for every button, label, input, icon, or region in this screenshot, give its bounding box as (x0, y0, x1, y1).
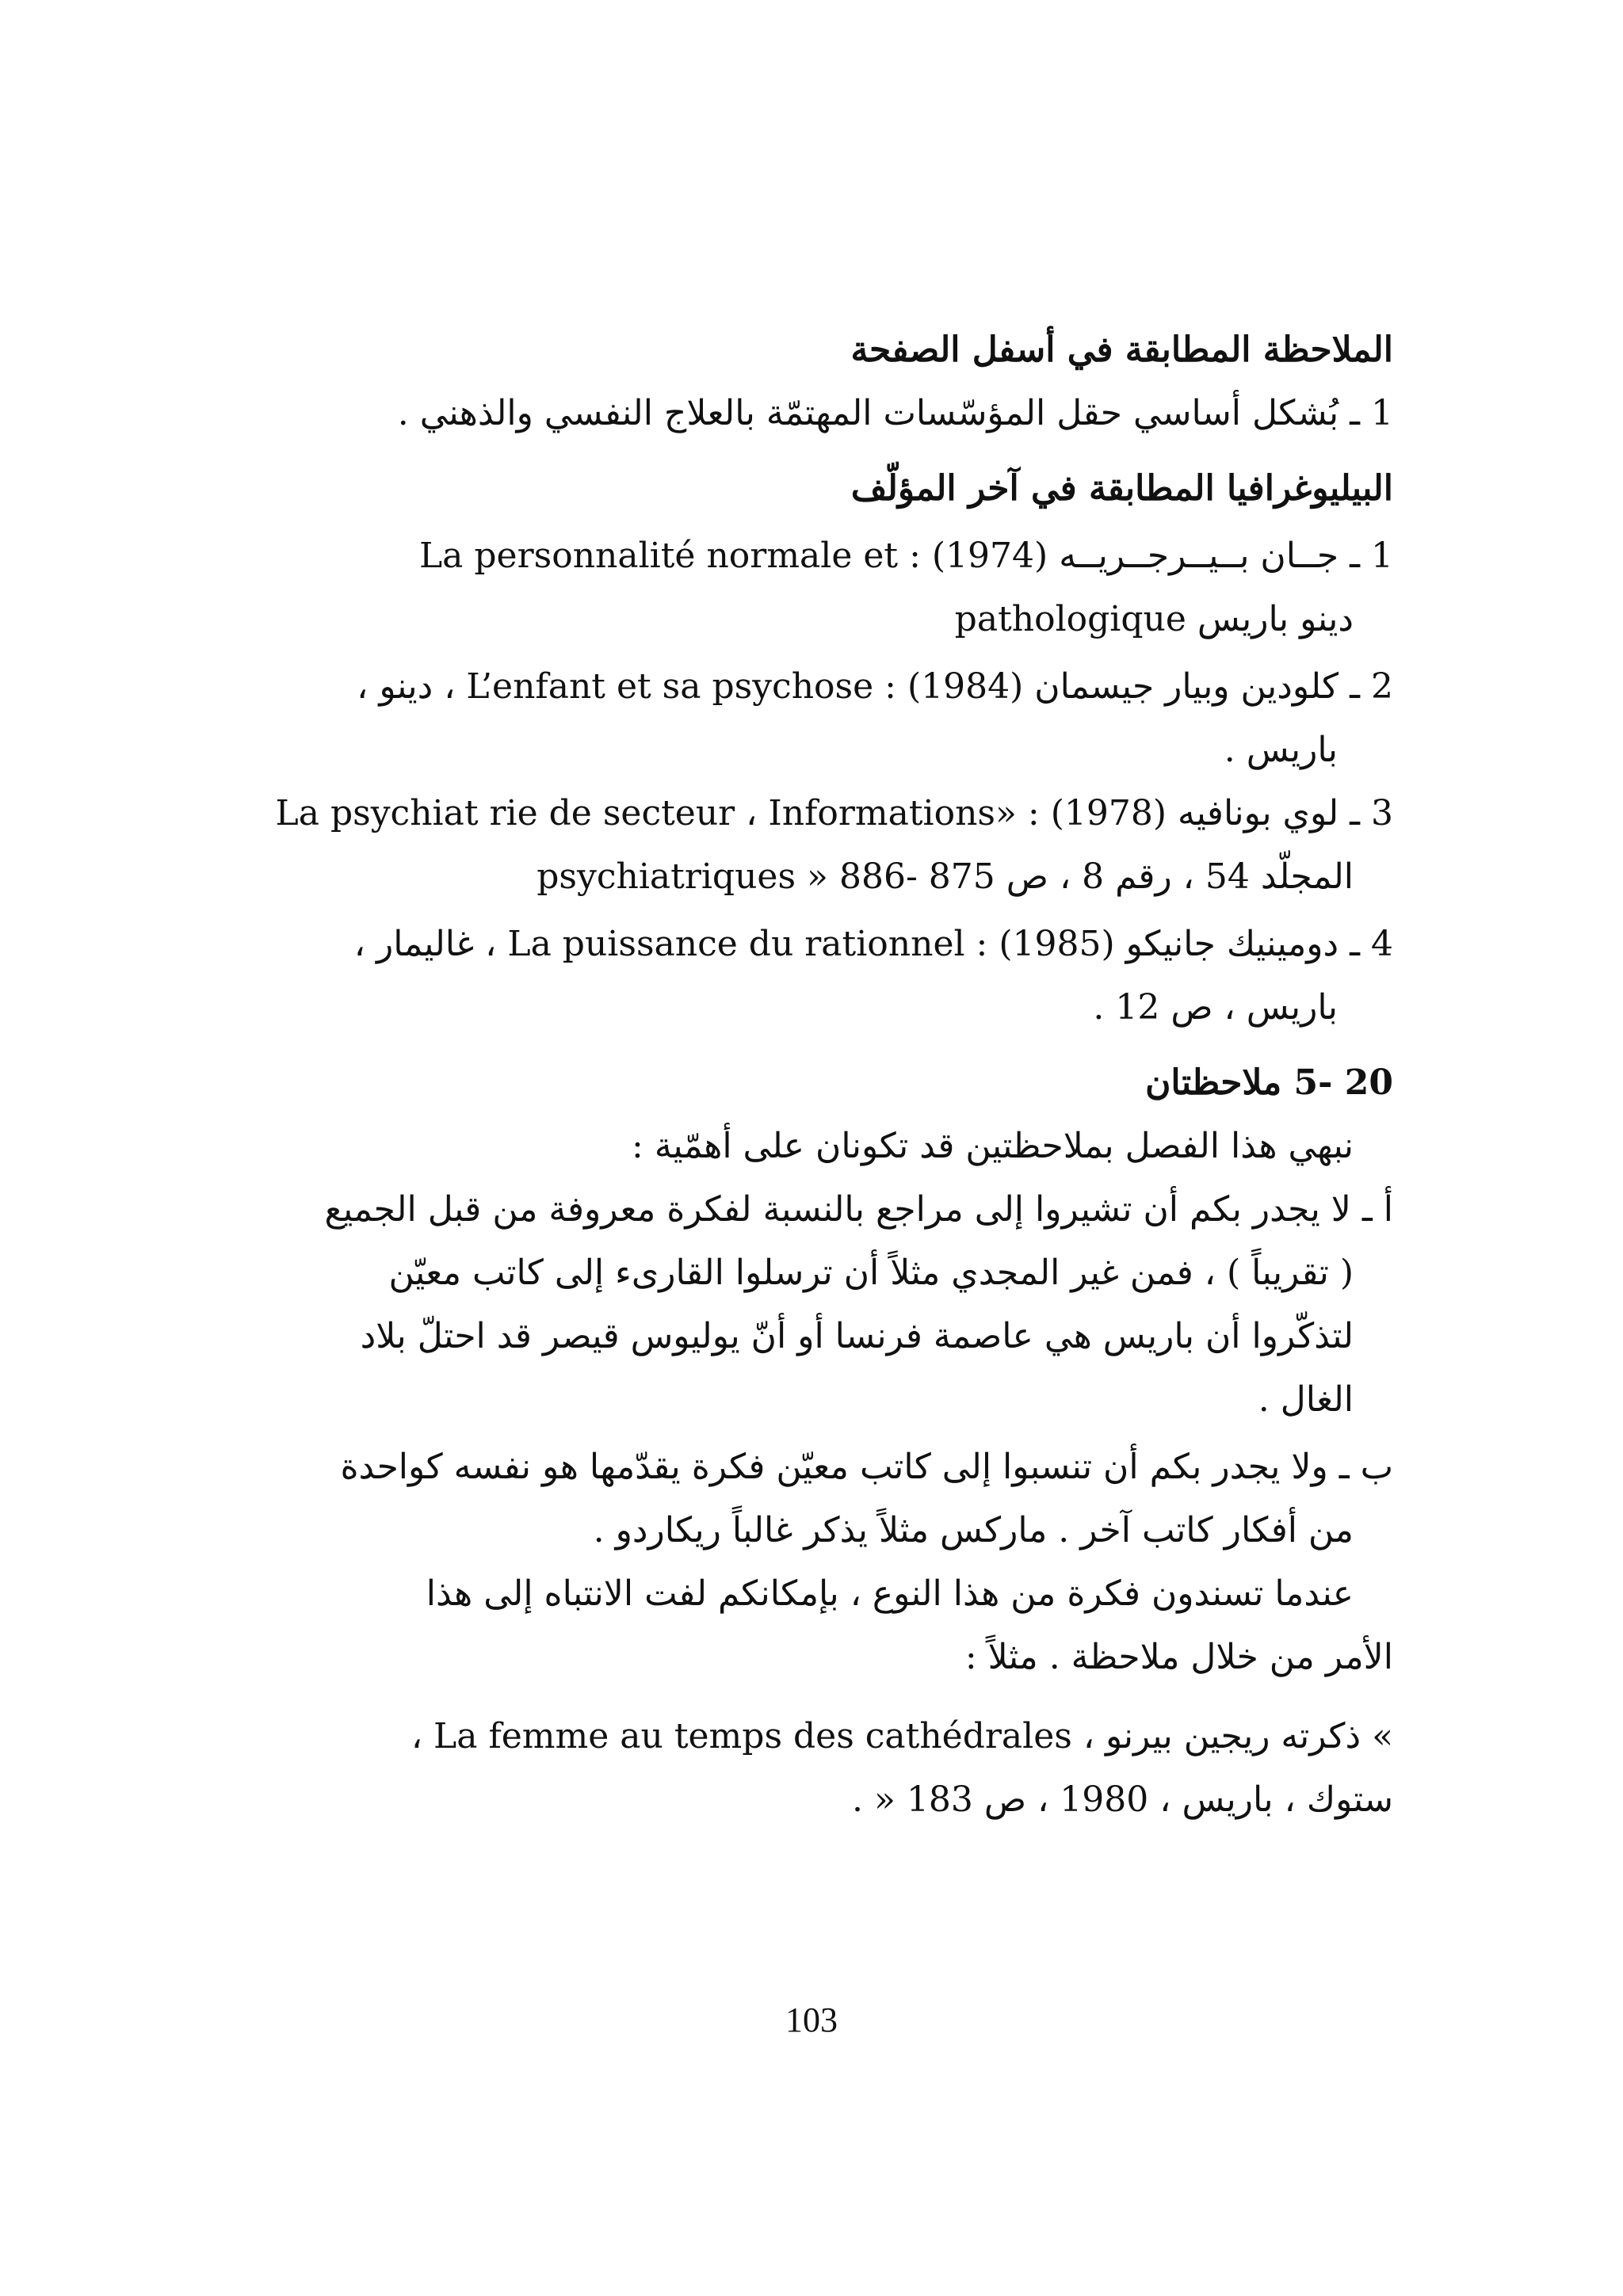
bibliography-entry-3: 3 ـ لوي بونافيه (1978) : «La psychiat rie de secteur ، Informations (275, 793, 1393, 833)
bibliography-entry-1: 1 ـ جــان بــيــرجــريــه (1974) : La personnalité normale et (418, 536, 1393, 576)
bibliography-entry-4-continued: باريس ، ص 12 . (1093, 987, 1338, 1028)
paragraph-intro: نبهي هذا الفصل بملاحظتين قد تكونان على أهمّية : (632, 1126, 1354, 1166)
paragraph-a-line-1: أ ـ لا يجدر بكم أن تشيروا إلى مراجع بالنسبة لفكرة معروفة من قبل الجميع (324, 1189, 1393, 1230)
footnote-text-line: 1 ـ بُشكل أساسي حقل المؤسّسات المهتمّة بالعلاج النفسي والذهني . (397, 393, 1393, 433)
paragraph-a-line-4: الغال . (1258, 1379, 1354, 1420)
bibliography-entry-3-continued: psychiatriques » المجلّد 54 ، رقم 8 ، ص 875 -886 (537, 856, 1354, 897)
section-heading-bibliography: البيليوغرافيا المطابقة في آخر المؤلّف (850, 468, 1393, 509)
bibliography-entry-1-continued: pathologique دينو باريس (954, 599, 1354, 639)
paragraph-b-line-1: ب ـ ولا يجدر بكم أن تنسبوا إلى كاتب معيّن فكرة يقدّمها هو نفسه كواحدة (340, 1447, 1393, 1487)
paragraph-a-line-3: لتذكّروا أن باريس هي عاصمة فرنسا أو أنّ يوليوس قيصر قد احتلّ بلاد (360, 1316, 1354, 1356)
section-heading-footnote: الملاحظة المطابقة في أسفل الصفحة (850, 330, 1393, 370)
paragraph-c-line-1: عندما تسندون فكرة من هذا النوع ، بإمكانكم لفت الانتباه إلى هذا (426, 1573, 1354, 1614)
quotation-line-1: » ذكرته ريجين بيرنو ، La femme au temps des cathédrales ، (411, 1716, 1393, 1756)
paragraph-a-line-2: ( تقريباً ) ، فمن غير المجدي مثلاً أن ترسلوا القارىء إلى كاتب معيّن (388, 1253, 1354, 1293)
paragraph-b-line-2: من أفكار كاتب آخر . ماركس مثلاً يذكر غالباً ريكاردو . (593, 1510, 1354, 1550)
bibliography-entry-4: 4 ـ دومينيك جانيكو (1985) : La puissance du rationnel ، غاليمار ، (353, 924, 1393, 964)
bibliography-entry-2-continued: باريس . (1224, 730, 1338, 770)
paragraph-c-line-2: الأمر من خلال ملاحظة . مثلاً : (964, 1637, 1393, 1677)
bibliography-entry-2: 2 ـ كلودين وبيار جيسمان (1984) : L’enfant et sa psychose ، دينو ، (357, 666, 1393, 707)
section-heading-two-notes: 20 -5 ملاحظتان (1145, 1062, 1393, 1103)
page-number: 103 (785, 2000, 838, 2039)
quotation-line-2: ستوك ، باريس ، 1980 ، ص 183 « . (852, 1779, 1393, 1820)
